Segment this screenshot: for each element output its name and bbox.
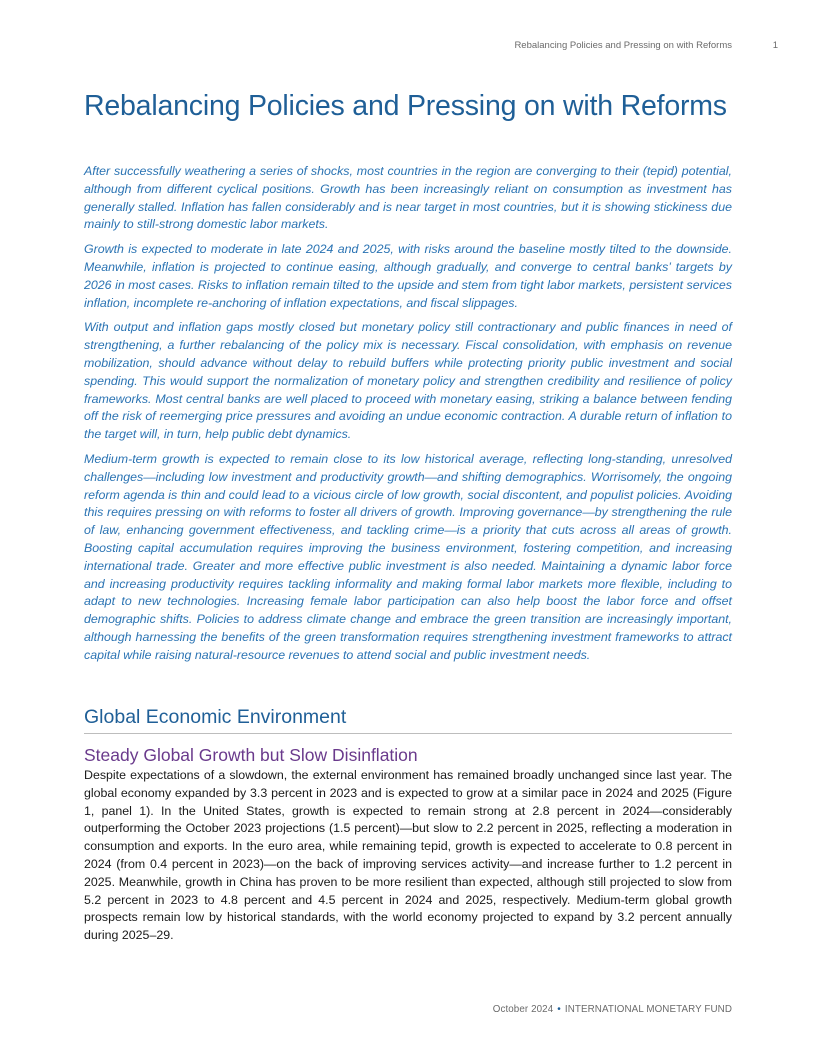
page-footer — [84, 1004, 732, 1015]
page-title: Rebalancing Policies and Pressing on with Reforms — [84, 90, 727, 122]
section-heading: Global Economic Environment — [84, 706, 347, 728]
page-number: 1 — [772, 40, 778, 51]
subsection-heading: Steady Global Growth but Slow Disinflation — [84, 745, 418, 765]
summary-paragraph: With output and inflation gaps mostly closed but monetary policy still contractionary and public finances in need of strengthening, a further rebalancing of the policy mix is necessary. Fiscal consolidation, with emphasis on revenue mobilization, should advance without delay to rebuild buffers while protecting priority public investment and social spending. This would support the normalization of monetary policy and strengthen credibility and resilience of policy frameworks. Most central banks are well placed to proceed with monetary easing, striking a balance between fending off the risk of reemerging price pressures and avoiding an undue economic contraction. A durable return of inflation to the target will, in turn, help public debt dynamics. — [84, 320, 732, 442]
summary-paragraph: After successfully weathering a series of shocks, most countries in the region are converging to their (tepid) potential, although from different cyclical positions. Growth has been increasingly reliant on consumption as investment has generally stalled. Inflation has fallen considerably and is near target in most countries, but it is showing stickiness due mainly to still-strong domestic labor markets. — [84, 164, 732, 232]
footer-date: October 2024 — [492, 1004, 554, 1015]
running-header-title: Rebalancing Policies and Pressing on with Reforms — [514, 40, 732, 51]
footer-publisher: INTERNATIONAL MONETARY FUND — [564, 1004, 732, 1015]
summary-paragraph: Medium-term growth is expected to remain close to its low historical average, reflecting long-standing, unresolved challenges—including low investment and productivity growth—and shifting demographics. Worrisomely, the ongoing reform agenda is thin and could lead to a vicious circle of low growth, social discontent, and populist policies. Avoiding this requires pressing on with reforms to foster all drivers of growth. Improving governance—by strengthening the rule of law, enhancing government effectiveness, and tackling crime—is a priority that cuts across all areas of growth. Boosting capital accumulation requires improving the business environment, fostering competition, and increasing international trade. Greater and more effective public investment is also needed. Maintaining a dynamic labor force and increasing productivity requires tackling informality and making formal labor markets more flexible, including to adapt to new technologies. Increasing female labor participation can also help boost the labor force and offset demographic shifts. Policies to address climate change and embrace the green transition are increasingly important, although harnessing the benefits of the green transformation requires strengthening investment frameworks to attract capital while raising natural-resource revenues to attend social and public investment needs. — [84, 451, 732, 662]
executive-summary — [84, 163, 732, 672]
summary-paragraph: Growth is expected to moderate in late 2024 and 2025, with risks around the baseline mostly tilted to the downside. Meanwhile, inflation is projected to continue easing, although gradually, and converge to central banks’ targets by 2026 in most cases. Risks to inflation remain tilted to the upside and stem from tight labor markets, persistent services inflation, incomplete re-anchoring of inflation expectations, and fiscal slippages. — [84, 242, 732, 310]
footer-bullet: • — [557, 1004, 561, 1015]
body-paragraph: Despite expectations of a slowdown, the external environment has remained broadly unchanged since last year. The global economy expanded by 3.3 percent in 2023 and is expected to grow at a similar pace in 2024 and 2025 (Figure 1, panel 1). In the United States, growth is expected to remain strong at 2.8 percent in 2024—considerably outperforming the October 2023 projections (1.5 percent)—but slow to 2.2 percent in 2025, reflecting a moderation in consumption and exports. In the euro area, while remaining tepid, growth is expected to accelerate to 0.8 percent in 2024 (from 0.4 percent in 2023)—on the back of improving services activity—and increase further to 1.2 percent in 2025. Meanwhile, growth in China has proven to be more resilient than expected, although still projected to slow from 5.2 percent in 2023 to 4.8 percent and 4.5 percent in 2024 and 2025, respectively. Medium-term global growth prospects remain low by historical standards, with the world economy projected to expand by 3.2 percent annually during 2025–29. — [84, 768, 732, 943]
section-heading-block — [84, 705, 732, 734]
running-header — [84, 40, 778, 54]
